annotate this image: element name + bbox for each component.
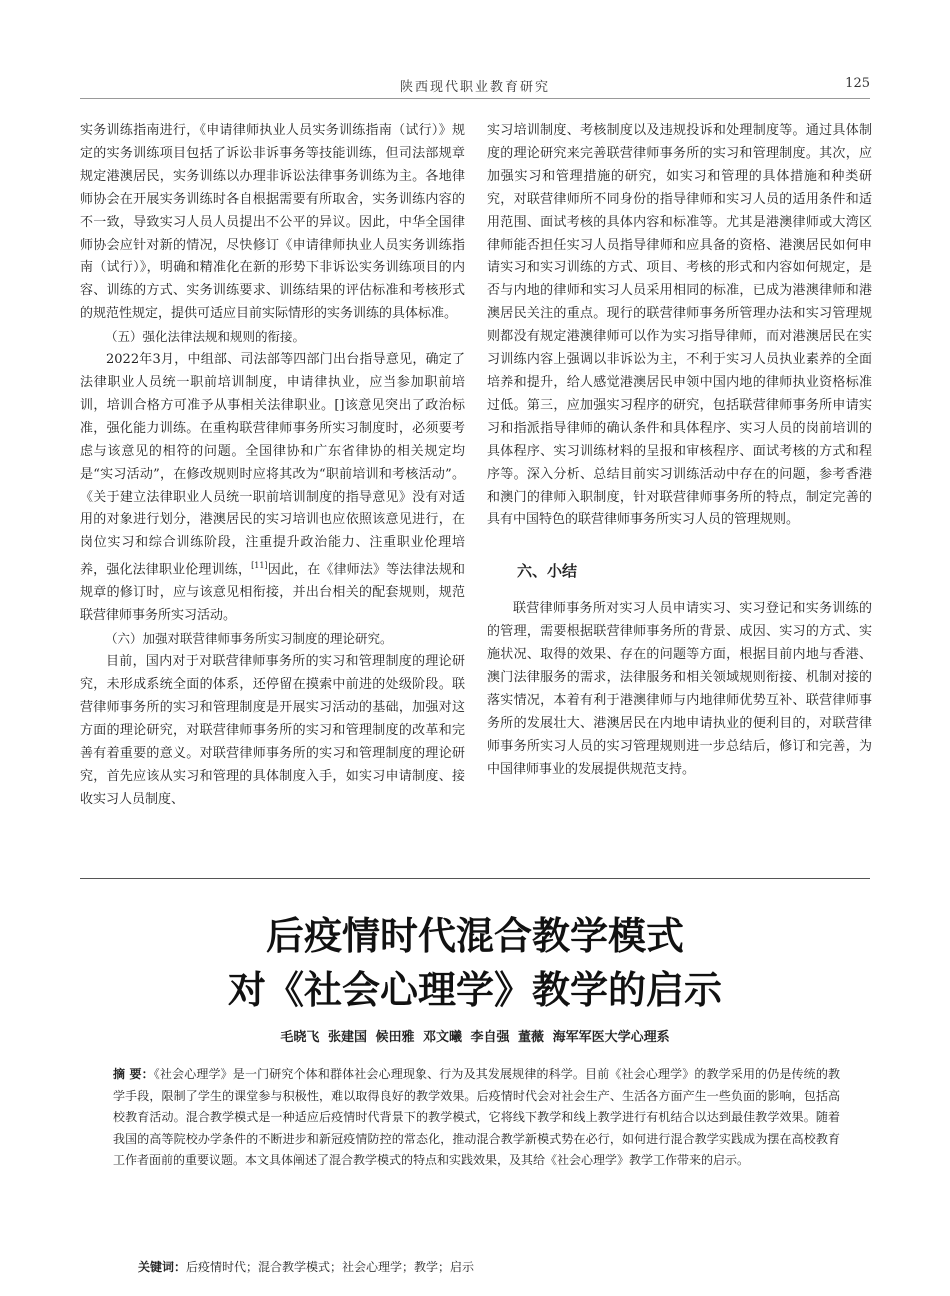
- title-line-1: 后疫情时代混合教学模式: [265, 913, 684, 958]
- left-column: [80, 120, 465, 812]
- abstract-label: 摘 要：: [113, 1067, 154, 1081]
- subheading-5: （五）强化法律法规和规则的衔接。: [105, 329, 306, 345]
- page-number: 125: [845, 76, 870, 91]
- keywords-label: 关键词：: [138, 1260, 187, 1274]
- right-column: [487, 120, 872, 782]
- paragraph-text: 因此，在《律师法》等法律法规和规章的修订时，应与该意见相衔接，并出台相关的配套规则，规范联营律师事务所实习活动。: [80, 562, 465, 624]
- paragraph-text: 2022年3月，中组部、司法部等四部门出台指导意见，确定了法律职业人员统一职前培训制度，申请律执业，应当参加职前培训，培训合格方可准予从事相关法律职业。[]该意见突出了政治标准，强化能力训练。在重构联营律师事务所实习制度时，必须要考虑与该意见的相符的问题。全国律协和广东省律协的相关规定均是“实习活动”，在修改规则时应将其改为“职前培训和考核活动”。《关于建立法律职业人员统一职前培训制度的指导意见》没有对适用的对象进行划分，港澳居民的实习培训也应依照该意见进行，在岗位实习和综合训练阶段，注重提升政治能力、注重职业伦理培养，强化法律职业伦理训练，: [80, 352, 465, 578]
- abstract: [113, 1064, 840, 1172]
- journal-name: 陕西现代职业教育研究: [399, 80, 550, 95]
- paragraph: 联营律师事务所对实习人员申请实习、实习登记和实务训练的的管理，需要根据联营律师事务所的背景、成因、实习的方式、实施状况、取得的效果、存在的问题等方面，根据目前内地与香港、澳门法律服务的需求，法律服务和相关领域规则衔接、机制对接的落实情况，本着有利于港澳律师与内地律师优势互补、联营律师事务所的发展壮大、港澳居民在内地申请执业的便利目的，对联营律师事务所实习人员的实习管理规则进一步总结后，修订和完善，为中国律师事业的发展提供规范支持。: [487, 601, 872, 777]
- paragraph: [80, 349, 465, 628]
- section-heading: 六、小结: [517, 562, 578, 581]
- citation-ref: [11]: [251, 561, 268, 571]
- paragraph: 实务训练指南进行，《申请律师执业人员实务训练指南（试行）》规定的实务训练项目包括了诉讼非诉事务等技能训练，但司法部规章规定港澳居民，实务训练以办理非诉讼法律事务训练为主。各地律师协会在开展实务训练时各自根据需要有所取舍，实务训练内容的不一致，导致实习人员人员提出不公平的异议。因此，中华全国律师协会应针对新的情况，尽快修订《申请律师执业人员实务训练指南（试行）》，明确和精准化在新的形势下非诉讼实务训练项目的内容、训练的方式、实务训练要求、训练结果的评估标准和考核形式的规范性规定，提供可适应目前实际情形的实务训练的具体标准。: [80, 123, 465, 322]
- article-divider: [80, 878, 870, 879]
- paragraph: 实习培训制度、考核制度以及违规投诉和处理制度等。通过具体制度的理论研究来完善联营律师事务所的实习和管理制度。其次，应加强实习和管理措施的研究，如实习和管理的具体措施和种类研究，对联营律师所不同身份的指导律师和实习人员的适用条件和适用范围、面试考核的具体内容和标准等。尤其是港澳律师或大湾区律师能否担任实习人员指导律师和应具备的资格、港澳居民如何申请实习和实习训练的方式、项目、考核的形式和内容如何规定，是否与内地的律师和实习人员采用相同的标准，已成为港澳律师和港澳居民关注的重点。现行的联营律师事务所管理办法和实习管理规则都没有规定港澳律师可以作为实习指导律师，而对港澳居民在实习训练内容上强调以非诉讼为主，不利于实习人员执业素养的全面培养和提升，给人感觉港澳居民申领中国内地的律师执业资格标准过低。第三，应加强实习程序的研究，包括联营律师事务所申请实习和指派指导律师的确认条件和具体程序、实习人员的岗前培训的具体程序、实习训练材料的呈报和审核程序、面试考核的方式和程序等。深入分析、总结目前实习训练活动中存在的问题，参考香港和澳门的律师入职制度，针对联营律师事务所的特点，制定完善的具有中国特色的联营律师事务所实习人员的管理规则。: [487, 123, 872, 528]
- abstract-text: 《社会心理学》是一门研究个体和群体社会心理现象、行为及其发展规律的科学。目前《社会心理学》的教学采用的仍是传统的教学手段，限制了学生的课堂参与积极性，难以取得良好的教学效果。后疫情时代会对社会生产、生活各方面产生一些负面的影响，包括高校教育活动。混合教学模式是一种适应后疫情时代背景下的教学模式，它将线下教学和线上教学进行有机结合以达到最佳教学效果。随着我国的高等院校办学条件的不断进步和新冠疫情防控的常态化，推动混合教学新模式势在必行，如何进行混合教学实践成为摆在高校教育工作者面前的重要议题。本文具体阐述了混合教学模式的特点和实践效果，及其给《社会心理学》教学工作带来的启示。: [113, 1067, 840, 1167]
- keywords-text: 后疫情时代；混合教学模式；社会心理学；教学；启示: [186, 1260, 475, 1274]
- author-line: 毛晓飞 张建国 候田雅 邓文曦 李自强 董薇 海军军医大学心理系: [280, 1030, 670, 1045]
- subheading-6: （六）加强对联营律师事务所实习制度的理论研究。: [105, 631, 393, 647]
- title-line-2: 对《社会心理学》教学的启示: [227, 967, 722, 1012]
- running-header: [80, 72, 870, 99]
- keywords: [138, 1257, 838, 1277]
- article-title: [0, 912, 950, 1020]
- paragraph: 目前，国内对于对联营律师事务所的实习和管理制度的理论研究，未形成系统全面的体系，还停留在摸索中前进的处级阶段。联营律师事务所的实习和管理制度是开展实习活动的基础，加强对这方面的理论研究，对联营律师事务所的实习和管理制度的改革和完善有着重要的意义。对联营律师事务所的实习和管理制度的理论研究，首先应该从实习和管理的具体制度入手，如实习申请制度、接收实习人员制度、: [80, 654, 465, 807]
